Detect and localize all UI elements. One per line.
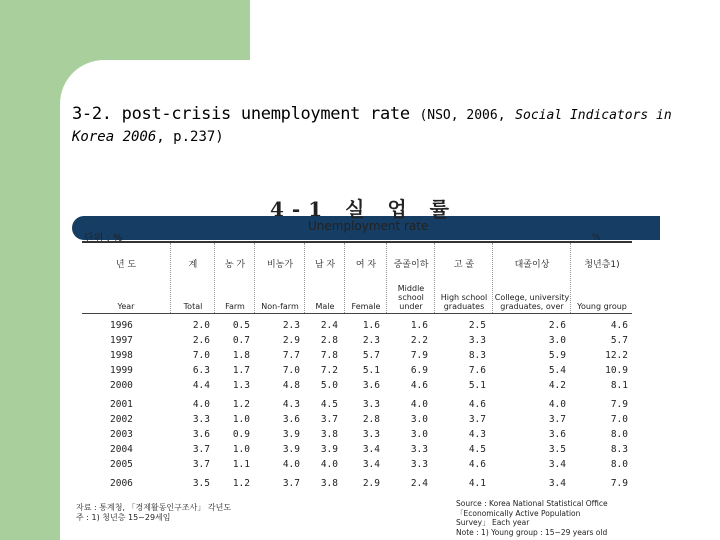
- table-row: [82, 459, 632, 474]
- value-cell: 3.9: [282, 444, 300, 455]
- year-cell: 2001: [110, 399, 133, 410]
- footnote-source-ko: 자료 : 통계청, 「경제활동인구조사」 각년도: [76, 503, 232, 512]
- table-row: [82, 335, 632, 350]
- year-cell: 2005: [110, 459, 133, 470]
- value-cell: 3.8: [320, 429, 338, 440]
- value-cell: 7.0: [282, 365, 300, 376]
- header-col-9: [570, 243, 633, 313]
- header-ko-0: 년 도: [115, 260, 137, 270]
- year-cell: 2006: [110, 478, 133, 489]
- header-en-3: Non-farm: [261, 302, 299, 311]
- value-cell: 3.0: [410, 414, 428, 425]
- header-col-3: [254, 243, 305, 313]
- value-cell: 6.3: [192, 365, 210, 376]
- unemployment-table: [82, 241, 632, 493]
- value-cell: 3.7: [192, 444, 210, 455]
- value-cell: 2.0: [192, 320, 210, 331]
- value-cell: 3.3: [192, 414, 210, 425]
- value-cell: 3.7: [320, 414, 338, 425]
- table-row: [82, 365, 632, 380]
- value-cell: 3.5: [192, 478, 210, 489]
- value-cell: 7.6: [468, 365, 486, 376]
- value-cell: 3.6: [192, 429, 210, 440]
- value-cell: 3.7: [468, 414, 486, 425]
- value-cell: 6.9: [410, 365, 428, 376]
- value-cell: 4.1: [468, 478, 486, 489]
- value-cell: 3.0: [410, 429, 428, 440]
- header-en-5: Female: [351, 302, 381, 311]
- table-row: [82, 429, 632, 444]
- header-ko-7: 고 졸: [453, 260, 475, 270]
- table-row: [82, 380, 632, 395]
- value-cell: 2.3: [362, 335, 380, 346]
- title-line2-rest: , p.237): [156, 129, 224, 145]
- year-cell: 1997: [110, 335, 133, 346]
- value-cell: 4.6: [410, 380, 428, 391]
- value-cell: 2.3: [282, 320, 300, 331]
- value-cell: 4.6: [468, 459, 486, 470]
- source-line-4: Note : 1) Young group : 15~29 years old: [456, 527, 608, 537]
- value-cell: 3.3: [410, 444, 428, 455]
- value-cell: 1.3: [232, 380, 250, 391]
- value-cell: 5.1: [468, 380, 486, 391]
- value-cell: 1.8: [232, 350, 250, 361]
- value-cell: 12.2: [605, 350, 628, 361]
- value-cell: 2.4: [410, 478, 428, 489]
- value-cell: 3.3: [410, 459, 428, 470]
- value-cell: 3.3: [362, 429, 380, 440]
- source-line-3: Survey」 Each year: [456, 518, 530, 527]
- header-en-4: Male: [315, 302, 335, 311]
- header-ko-9: 청년층1): [584, 260, 620, 270]
- value-cell: 2.6: [548, 320, 566, 331]
- value-cell: 3.0: [548, 335, 566, 346]
- value-cell: 1.0: [232, 414, 250, 425]
- header-ko-5: 여 자: [355, 260, 377, 270]
- header-en-8: College, university graduates, over: [494, 293, 570, 311]
- year-cell: 1999: [110, 365, 133, 376]
- value-cell: 3.6: [362, 380, 380, 391]
- value-cell: 3.4: [548, 478, 566, 489]
- value-cell: 8.0: [610, 459, 628, 470]
- value-cell: 4.0: [282, 459, 300, 470]
- table-row: [82, 350, 632, 365]
- value-cell: 4.2: [548, 380, 566, 391]
- value-cell: 2.5: [468, 320, 486, 331]
- header-col-5: [344, 243, 387, 313]
- value-cell: 3.7: [192, 459, 210, 470]
- value-cell: 3.8: [320, 478, 338, 489]
- value-cell: 7.9: [410, 350, 428, 361]
- year-cell: 2003: [110, 429, 133, 440]
- header-en-0: Year: [117, 302, 135, 311]
- value-cell: 4.0: [192, 399, 210, 410]
- value-cell: 0.7: [232, 335, 250, 346]
- value-cell: 5.9: [548, 350, 566, 361]
- value-cell: 7.0: [610, 414, 628, 425]
- value-cell: 4.3: [468, 429, 486, 440]
- value-cell: 2.2: [410, 335, 428, 346]
- scanned-table-image: [70, 185, 650, 535]
- header-en-2: Farm: [225, 302, 245, 311]
- title-source: (NSO, 2006,: [419, 108, 506, 123]
- value-cell: 1.7: [232, 365, 250, 376]
- value-cell: 2.4: [320, 320, 338, 331]
- value-cell: 4.4: [192, 380, 210, 391]
- value-cell: 5.1: [362, 365, 380, 376]
- header-ko-1: 계: [188, 260, 198, 270]
- value-cell: 3.5: [548, 444, 566, 455]
- table-title-english: Unemployment rate: [308, 219, 429, 233]
- header-ko-2: 농 가: [224, 260, 246, 270]
- year-cell: 2004: [110, 444, 133, 455]
- header-col-1: [170, 243, 215, 313]
- header-ko-8: 대졸이상: [514, 260, 550, 270]
- value-cell: 7.8: [320, 350, 338, 361]
- value-cell: 3.4: [548, 459, 566, 470]
- header-col-7: [434, 243, 493, 313]
- value-cell: 3.3: [362, 399, 380, 410]
- value-cell: 10.9: [605, 365, 628, 376]
- value-cell: 5.7: [362, 350, 380, 361]
- value-cell: 3.7: [282, 478, 300, 489]
- value-cell: 4.0: [548, 399, 566, 410]
- year-cell: 1998: [110, 350, 133, 361]
- value-cell: 5.0: [320, 380, 338, 391]
- value-cell: 4.0: [320, 459, 338, 470]
- value-cell: 8.0: [610, 429, 628, 440]
- header-ko-3: 비농가: [266, 260, 294, 270]
- value-cell: 3.4: [362, 444, 380, 455]
- value-cell: 2.6: [192, 335, 210, 346]
- year-cell: 2002: [110, 414, 133, 425]
- source-line-2: 「Economically Active Population: [456, 508, 581, 518]
- value-cell: 4.8: [282, 380, 300, 391]
- value-cell: 1.2: [232, 399, 250, 410]
- title-source-italic: Social Indicators in: [515, 108, 672, 123]
- table-row: [82, 399, 632, 414]
- value-cell: 4.6: [468, 399, 486, 410]
- header-en-1: Total: [183, 302, 203, 311]
- value-cell: 7.2: [320, 365, 338, 376]
- value-cell: 1.1: [232, 459, 250, 470]
- value-cell: 4.3: [282, 399, 300, 410]
- table-header: [82, 243, 632, 314]
- table-row: [82, 414, 632, 429]
- value-cell: 1.6: [362, 320, 380, 331]
- header-col-4: [304, 243, 345, 313]
- percent-label: %: [592, 233, 601, 243]
- table-row: [82, 320, 632, 335]
- value-cell: 1.0: [232, 444, 250, 455]
- table-title-korean: 4-1 실 업 률: [270, 197, 457, 221]
- value-cell: 4.5: [468, 444, 486, 455]
- value-cell: 4.5: [320, 399, 338, 410]
- value-cell: 1.2: [232, 478, 250, 489]
- value-cell: 4.0: [410, 399, 428, 410]
- value-cell: 0.9: [232, 429, 250, 440]
- value-cell: 3.6: [282, 414, 300, 425]
- header-col-2: [214, 243, 255, 313]
- value-cell: 5.4: [548, 365, 566, 376]
- source-line-1: Source : Korea National Statistical Office: [456, 499, 608, 508]
- value-cell: 1.6: [410, 320, 428, 331]
- footnote-note-ko: 주 : 1) 청년층 15~29세임: [76, 513, 171, 522]
- title-main: 3-2. post-crisis unemployment rate: [72, 104, 410, 124]
- table-source-en: [456, 499, 608, 537]
- header-col-0: [82, 243, 170, 313]
- value-cell: 3.9: [320, 444, 338, 455]
- value-cell: 0.5: [232, 320, 250, 331]
- header-en-7: High school graduates: [440, 293, 488, 311]
- header-ko-6: 중졸이하: [393, 260, 429, 270]
- table-row: [82, 478, 632, 493]
- value-cell: 7.7: [282, 350, 300, 361]
- value-cell: 3.6: [548, 429, 566, 440]
- value-cell: 5.7: [610, 335, 628, 346]
- value-cell: 2.8: [320, 335, 338, 346]
- header-col-8: [492, 243, 571, 313]
- value-cell: 2.8: [362, 414, 380, 425]
- value-cell: 2.9: [282, 335, 300, 346]
- value-cell: 3.7: [548, 414, 566, 425]
- value-cell: 7.9: [610, 399, 628, 410]
- table-row: [82, 444, 632, 459]
- value-cell: 3.3: [468, 335, 486, 346]
- header-en-9: Young group: [577, 302, 627, 311]
- slide-title: [72, 104, 712, 147]
- value-cell: 8.3: [610, 444, 628, 455]
- value-cell: 8.3: [468, 350, 486, 361]
- value-cell: 2.9: [362, 478, 380, 489]
- value-cell: 4.6: [610, 320, 628, 331]
- table-body: [82, 314, 632, 493]
- value-cell: 8.1: [610, 380, 628, 391]
- unit-label: 단위 : %: [84, 233, 123, 244]
- header-ko-4: 남 자: [314, 260, 336, 270]
- value-cell: 3.9: [282, 429, 300, 440]
- value-cell: 3.4: [362, 459, 380, 470]
- value-cell: 7.9: [610, 478, 628, 489]
- value-cell: 7.0: [192, 350, 210, 361]
- header-en-6: Middle school under: [397, 284, 425, 311]
- header-col-6: [386, 243, 435, 313]
- year-cell: 1996: [110, 320, 133, 331]
- title-line2-italic: Korea 2006: [72, 129, 157, 145]
- table-footnote: [76, 503, 231, 523]
- year-cell: 2000: [110, 380, 133, 391]
